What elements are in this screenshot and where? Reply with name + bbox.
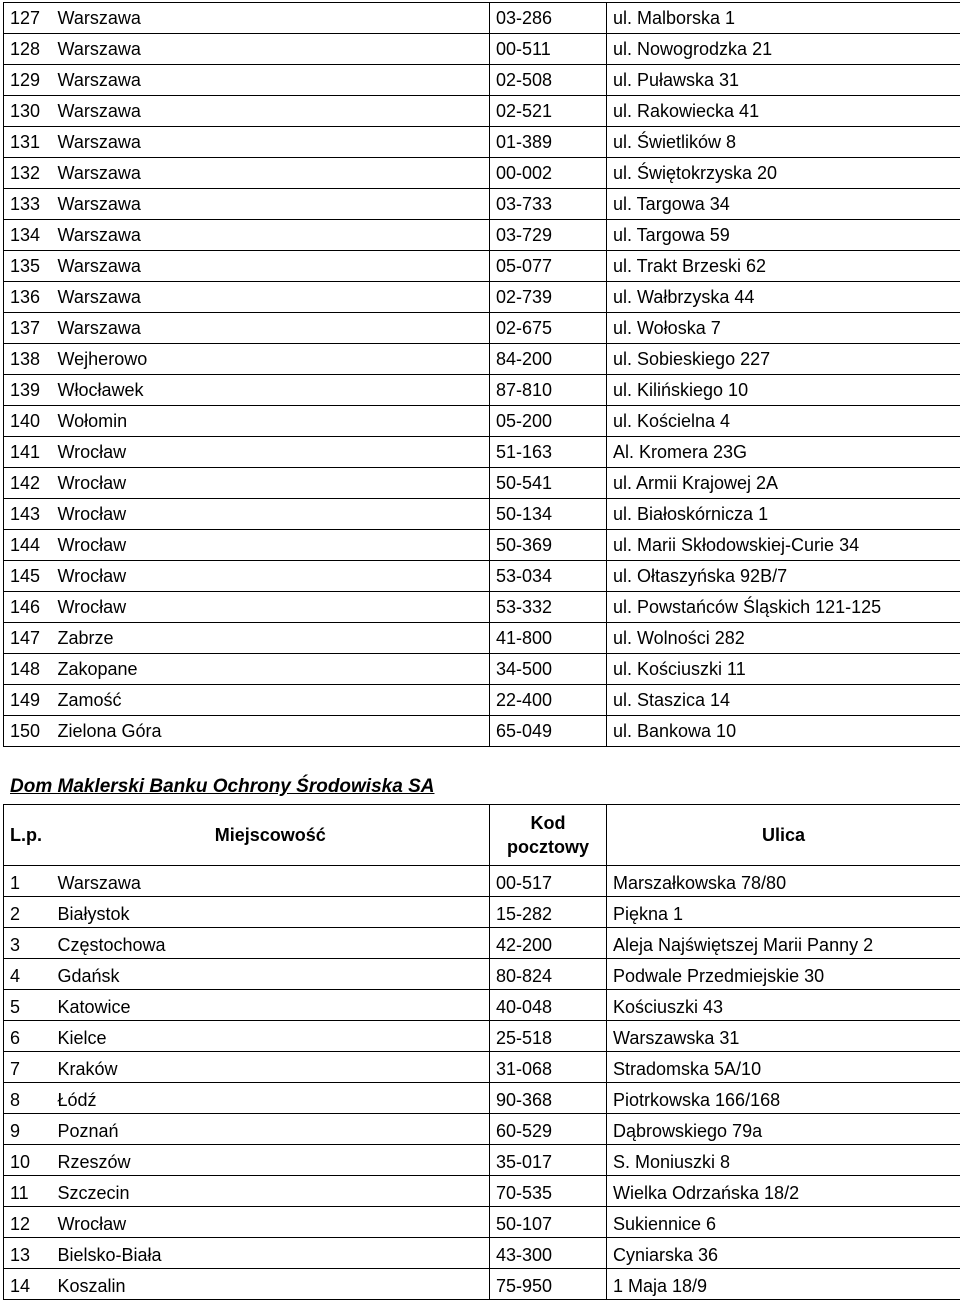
- city-cell: Wrocław: [52, 561, 490, 592]
- row-number: 130: [4, 96, 52, 127]
- postal-code-cell: 53-332: [490, 592, 607, 623]
- row-number: 148: [4, 654, 52, 685]
- city-cell: Warszawa: [52, 282, 490, 313]
- city-cell: Warszawa: [52, 127, 490, 158]
- row-number: 2: [4, 897, 52, 928]
- street-cell: ul. Białoskórnicza 1: [607, 499, 960, 530]
- row-number: 140: [4, 406, 52, 437]
- section-title: Dom Maklerski Banku Ochrony Środowiska SA: [10, 776, 435, 797]
- postal-code-cell: 50-107: [490, 1207, 607, 1238]
- postal-code-cell: 01-389: [490, 127, 607, 158]
- street-cell: Stradomska 5A/10: [607, 1052, 960, 1083]
- city-cell: Warszawa: [52, 34, 490, 65]
- header-street: Ulica: [607, 805, 960, 866]
- street-cell: ul. Targowa 59: [607, 220, 960, 251]
- row-number: 144: [4, 530, 52, 561]
- postal-code-cell: 03-286: [490, 3, 607, 34]
- row-number: 129: [4, 65, 52, 96]
- street-cell: ul. Malborska 1: [607, 3, 960, 34]
- table-row: [4, 34, 960, 65]
- street-cell: ul. Kościelna 4: [607, 406, 960, 437]
- city-cell: Warszawa: [52, 65, 490, 96]
- city-cell: Zamość: [52, 685, 490, 716]
- row-number: 132: [4, 158, 52, 189]
- row-number: 128: [4, 34, 52, 65]
- city-cell: Warszawa: [52, 220, 490, 251]
- table-row: [4, 1114, 960, 1145]
- postal-code-cell: 25-518: [490, 1021, 607, 1052]
- street-cell: ul. Powstańców Śląskich 121-125: [607, 592, 960, 623]
- street-cell: ul. Wolności 282: [607, 623, 960, 654]
- postal-code-cell: 75-950: [490, 1269, 607, 1300]
- postal-code-cell: 03-733: [490, 189, 607, 220]
- table-row: [4, 499, 960, 530]
- branch-table-body: [4, 3, 960, 747]
- street-cell: ul. Kilińskiego 10: [607, 375, 960, 406]
- city-cell: Warszawa: [52, 313, 490, 344]
- street-cell: S. Moniuszki 8: [607, 1145, 960, 1176]
- table-row: [4, 220, 960, 251]
- table-row: [4, 375, 960, 406]
- table-row: [4, 344, 960, 375]
- postal-code-cell: 00-511: [490, 34, 607, 65]
- postal-code-cell: 02-521: [490, 96, 607, 127]
- street-cell: Marszałkowska 78/80: [607, 866, 960, 897]
- table-row: [4, 716, 960, 747]
- table-row: [4, 897, 960, 928]
- postal-code-cell: 87-810: [490, 375, 607, 406]
- city-cell: Zabrze: [52, 623, 490, 654]
- city-cell: Katowice: [52, 990, 490, 1021]
- table-row: [4, 685, 960, 716]
- dm-bos-branch-table: [3, 804, 960, 1300]
- city-cell: Rzeszów: [52, 1145, 490, 1176]
- header-lp: L.p.: [4, 805, 52, 866]
- table-row: [4, 592, 960, 623]
- street-cell: ul. Świetlików 8: [607, 127, 960, 158]
- row-number: 9: [4, 1114, 52, 1145]
- city-cell: Gdańsk: [52, 959, 490, 990]
- table-row: [4, 623, 960, 654]
- table-row: [4, 561, 960, 592]
- city-cell: Warszawa: [52, 96, 490, 127]
- postal-code-cell: 43-300: [490, 1238, 607, 1269]
- street-cell: Dąbrowskiego 79a: [607, 1114, 960, 1145]
- city-cell: Wrocław: [52, 468, 490, 499]
- street-cell: Al. Kromera 23G: [607, 437, 960, 468]
- table-row: [4, 65, 960, 96]
- row-number: 136: [4, 282, 52, 313]
- row-number: 137: [4, 313, 52, 344]
- row-number: 139: [4, 375, 52, 406]
- table-header-row: [4, 805, 960, 866]
- row-number: 143: [4, 499, 52, 530]
- table-row: [4, 158, 960, 189]
- city-cell: Warszawa: [52, 158, 490, 189]
- postal-code-cell: 40-048: [490, 990, 607, 1021]
- postal-code-cell: 03-729: [490, 220, 607, 251]
- postal-code-cell: 02-508: [490, 65, 607, 96]
- street-cell: ul. Sobieskiego 227: [607, 344, 960, 375]
- city-cell: Wejherowo: [52, 344, 490, 375]
- postal-code-cell: 53-034: [490, 561, 607, 592]
- table-row: [4, 1021, 960, 1052]
- table-row: [4, 959, 960, 990]
- table-row: [4, 96, 960, 127]
- table-row: [4, 127, 960, 158]
- row-number: 147: [4, 623, 52, 654]
- postal-code-cell: 15-282: [490, 897, 607, 928]
- table-row: [4, 530, 960, 561]
- table-row: [4, 1083, 960, 1114]
- city-cell: Kielce: [52, 1021, 490, 1052]
- branch-table-continued: [3, 2, 960, 747]
- street-cell: ul. Bankowa 10: [607, 716, 960, 747]
- city-cell: Warszawa: [52, 251, 490, 282]
- city-cell: Białystok: [52, 897, 490, 928]
- table-row: [4, 189, 960, 220]
- city-cell: Wrocław: [52, 530, 490, 561]
- row-number: 8: [4, 1083, 52, 1114]
- city-cell: Wrocław: [52, 437, 490, 468]
- table-row: [4, 654, 960, 685]
- postal-code-cell: 31-068: [490, 1052, 607, 1083]
- city-cell: Wrocław: [52, 1207, 490, 1238]
- street-cell: ul. Świętokrzyska 20: [607, 158, 960, 189]
- street-cell: ul. Marii Skłodowskiej-Curie 34: [607, 530, 960, 561]
- city-cell: Koszalin: [52, 1269, 490, 1300]
- row-number: 12: [4, 1207, 52, 1238]
- postal-code-cell: 84-200: [490, 344, 607, 375]
- row-number: 4: [4, 959, 52, 990]
- table-row: [4, 282, 960, 313]
- table-row: [4, 1176, 960, 1207]
- street-cell: 1 Maja 18/9: [607, 1269, 960, 1300]
- table-row: [4, 437, 960, 468]
- postal-code-cell: 50-369: [490, 530, 607, 561]
- postal-code-cell: 35-017: [490, 1145, 607, 1176]
- city-cell: Wrocław: [52, 592, 490, 623]
- street-cell: ul. Wałbrzyska 44: [607, 282, 960, 313]
- street-cell: ul. Rakowiecka 41: [607, 96, 960, 127]
- postal-code-cell: 02-739: [490, 282, 607, 313]
- row-number: 6: [4, 1021, 52, 1052]
- city-cell: Wołomin: [52, 406, 490, 437]
- row-number: 150: [4, 716, 52, 747]
- city-cell: Łódź: [52, 1083, 490, 1114]
- street-cell: ul. Kościuszki 11: [607, 654, 960, 685]
- city-cell: Wrocław: [52, 499, 490, 530]
- street-cell: Piękna 1: [607, 897, 960, 928]
- postal-code-cell: 65-049: [490, 716, 607, 747]
- header-city: Miejscowość: [52, 805, 490, 866]
- row-number: 1: [4, 866, 52, 897]
- row-number: 134: [4, 220, 52, 251]
- postal-code-cell: 70-535: [490, 1176, 607, 1207]
- table-row: [4, 1207, 960, 1238]
- row-number: 13: [4, 1238, 52, 1269]
- table-row: [4, 1145, 960, 1176]
- row-number: 5: [4, 990, 52, 1021]
- row-number: 127: [4, 3, 52, 34]
- table-row: [4, 866, 960, 897]
- city-cell: Warszawa: [52, 189, 490, 220]
- postal-code-cell: 34-500: [490, 654, 607, 685]
- table-row: [4, 406, 960, 437]
- row-number: 11: [4, 1176, 52, 1207]
- street-cell: Sukiennice 6: [607, 1207, 960, 1238]
- street-cell: Piotrkowska 166/168: [607, 1083, 960, 1114]
- street-cell: ul. Armii Krajowej 2A: [607, 468, 960, 499]
- city-cell: Szczecin: [52, 1176, 490, 1207]
- row-number: 10: [4, 1145, 52, 1176]
- city-cell: Warszawa: [52, 866, 490, 897]
- row-number: 146: [4, 592, 52, 623]
- table-row: [4, 468, 960, 499]
- row-number: 138: [4, 344, 52, 375]
- row-number: 3: [4, 928, 52, 959]
- street-cell: Cyniarska 36: [607, 1238, 960, 1269]
- postal-code-cell: 50-541: [490, 468, 607, 499]
- row-number: 131: [4, 127, 52, 158]
- postal-code-cell: 00-517: [490, 866, 607, 897]
- table-row: [4, 251, 960, 282]
- row-number: 145: [4, 561, 52, 592]
- postal-code-cell: 60-529: [490, 1114, 607, 1145]
- street-cell: ul. Staszica 14: [607, 685, 960, 716]
- street-cell: Aleja Najświętszej Marii Panny 2: [607, 928, 960, 959]
- postal-code-cell: 42-200: [490, 928, 607, 959]
- row-number: 133: [4, 189, 52, 220]
- street-cell: Warszawska 31: [607, 1021, 960, 1052]
- city-cell: Zakopane: [52, 654, 490, 685]
- street-cell: Wielka Odrzańska 18/2: [607, 1176, 960, 1207]
- dm-bos-table-body: [4, 866, 960, 1300]
- postal-code-cell: 22-400: [490, 685, 607, 716]
- table-row: [4, 313, 960, 344]
- row-number: 141: [4, 437, 52, 468]
- postal-code-cell: 41-800: [490, 623, 607, 654]
- city-cell: Włocławek: [52, 375, 490, 406]
- street-cell: Podwale Przedmiejskie 30: [607, 959, 960, 990]
- row-number: 149: [4, 685, 52, 716]
- table-row: [4, 990, 960, 1021]
- table-row: [4, 3, 960, 34]
- street-cell: ul. Wołoska 7: [607, 313, 960, 344]
- street-cell: ul. Ołtaszyńska 92B/7: [607, 561, 960, 592]
- street-cell: ul. Targowa 34: [607, 189, 960, 220]
- table-row: [4, 928, 960, 959]
- row-number: 7: [4, 1052, 52, 1083]
- postal-code-cell: 05-200: [490, 406, 607, 437]
- row-number: 135: [4, 251, 52, 282]
- street-cell: ul. Puławska 31: [607, 65, 960, 96]
- row-number: 142: [4, 468, 52, 499]
- city-cell: Częstochowa: [52, 928, 490, 959]
- header-postal-code: Kod pocztowy: [490, 805, 607, 866]
- street-cell: ul. Nowogrodzka 21: [607, 34, 960, 65]
- street-cell: ul. Trakt Brzeski 62: [607, 251, 960, 282]
- city-cell: Warszawa: [52, 3, 490, 34]
- postal-code-cell: 80-824: [490, 959, 607, 990]
- city-cell: Bielsko-Biała: [52, 1238, 490, 1269]
- table-row: [4, 1269, 960, 1300]
- city-cell: Poznań: [52, 1114, 490, 1145]
- city-cell: Zielona Góra: [52, 716, 490, 747]
- row-number: 14: [4, 1269, 52, 1300]
- street-cell: Kościuszki 43: [607, 990, 960, 1021]
- postal-code-cell: 51-163: [490, 437, 607, 468]
- postal-code-cell: 02-675: [490, 313, 607, 344]
- table-row: [4, 1238, 960, 1269]
- city-cell: Kraków: [52, 1052, 490, 1083]
- postal-code-cell: 00-002: [490, 158, 607, 189]
- postal-code-cell: 50-134: [490, 499, 607, 530]
- table-row: [4, 1052, 960, 1083]
- postal-code-cell: 05-077: [490, 251, 607, 282]
- postal-code-cell: 90-368: [490, 1083, 607, 1114]
